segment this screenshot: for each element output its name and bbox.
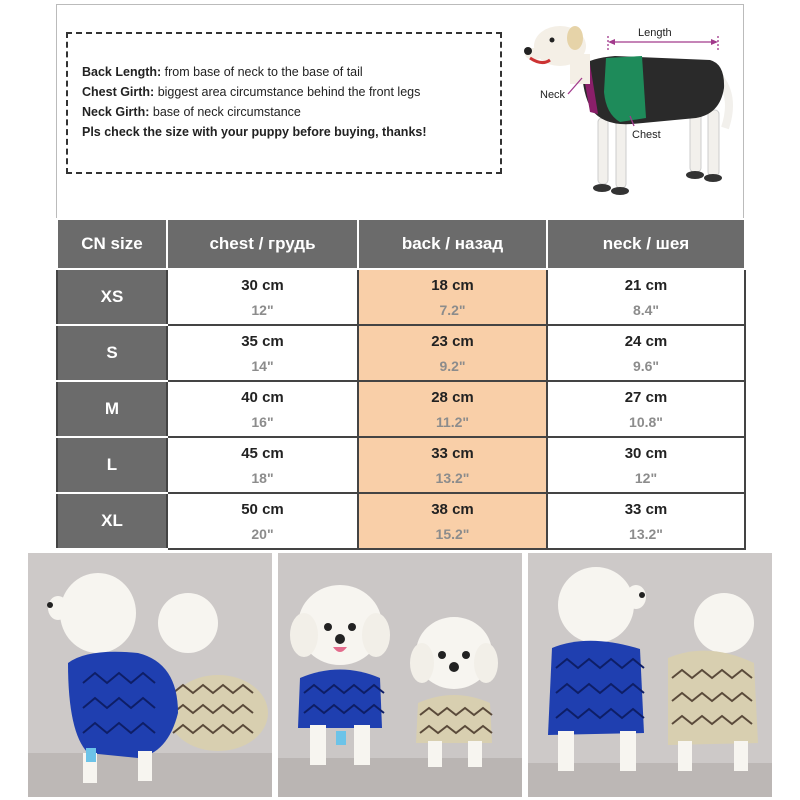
chest-cell	[167, 325, 358, 381]
header-neck: neck / шея	[547, 219, 745, 269]
back-cm: 18 cm	[431, 276, 474, 294]
back-inch: 13.2"	[435, 469, 470, 486]
back-cell	[358, 325, 547, 381]
neck-inch: 12"	[634, 469, 658, 486]
chest-inch: 16"	[251, 413, 274, 430]
back-cm: 28 cm	[431, 388, 474, 406]
table-row	[57, 493, 745, 549]
chest-cm: 45 cm	[241, 444, 284, 462]
size-cell: M	[57, 381, 167, 437]
back-cell	[358, 493, 547, 549]
neck-girth-note: Neck Girth: base of neck circumstance	[82, 105, 301, 119]
neck-cell	[547, 381, 745, 437]
neck-cm: 27 cm	[624, 388, 668, 406]
neck-cell	[547, 493, 745, 549]
chest-cell	[167, 381, 358, 437]
chest-cell	[167, 437, 358, 493]
chest-cm: 50 cm	[241, 500, 284, 518]
two-poodles-side-view-photo	[28, 553, 272, 797]
neck-cm: 24 cm	[624, 332, 668, 350]
back-cell	[358, 437, 547, 493]
neck-cell	[547, 269, 745, 325]
neck-cell	[547, 325, 745, 381]
back-inch: 11.2"	[435, 413, 470, 430]
table-row	[57, 325, 745, 381]
chest-inch: 20"	[251, 525, 274, 542]
chest-label: Chest	[632, 129, 661, 141]
size-cell: S	[57, 325, 167, 381]
size-cell: XL	[57, 493, 167, 549]
table-row	[57, 269, 745, 325]
neck-label: Neck	[540, 89, 566, 101]
neck-cm: 30 cm	[624, 444, 668, 462]
back-cm: 33 cm	[431, 444, 474, 462]
two-poodles-front-view-photo	[278, 553, 522, 797]
neck-inch: 13.2"	[629, 525, 663, 542]
measurement-notes	[66, 32, 502, 174]
header-chest: chest / грудь	[167, 219, 358, 269]
chest-cm: 35 cm	[241, 332, 284, 350]
back-inch: 15.2"	[435, 525, 470, 542]
neck-cm: 33 cm	[624, 500, 668, 518]
back-inch: 7.2"	[439, 301, 466, 318]
chest-cell	[167, 493, 358, 549]
neck-cell	[547, 437, 745, 493]
back-length-note: Back Length: from base of neck to the base of tail	[82, 65, 363, 79]
neck-inch: 10.8"	[629, 413, 663, 430]
chest-cm: 40 cm	[241, 388, 284, 406]
chest-inch: 14"	[251, 357, 274, 374]
length-label: Length	[638, 27, 672, 39]
two-poodles-back-view-photo	[528, 553, 772, 797]
table-row	[57, 437, 745, 493]
size-cell: L	[57, 437, 167, 493]
chest-cell	[167, 269, 358, 325]
table-row	[57, 381, 745, 437]
back-cm: 38 cm	[431, 500, 474, 518]
neck-inch: 9.6"	[632, 357, 660, 374]
neck-inch: 8.4"	[632, 301, 660, 318]
header-cn-size: CN size	[57, 219, 167, 269]
back-cell	[358, 269, 547, 325]
chest-cm: 30 cm	[241, 276, 284, 294]
back-cm: 23 cm	[431, 332, 474, 350]
table-header-row	[57, 219, 745, 269]
header-back: back / назад	[358, 219, 547, 269]
back-inch: 9.2"	[439, 357, 466, 374]
back-cell	[358, 381, 547, 437]
size-chart-table	[56, 218, 746, 550]
check-size-note: Pls check the size with your puppy before buying, thanks!	[82, 125, 427, 139]
size-cell: XS	[57, 269, 167, 325]
neck-cm: 21 cm	[624, 276, 668, 294]
chest-girth-note: Chest Girth: biggest area circumstance behind the front legs	[82, 85, 421, 99]
dog-measurement-diagram	[520, 18, 740, 208]
product-photos	[28, 553, 772, 797]
chest-inch: 12"	[251, 301, 274, 318]
chest-inch: 18"	[251, 469, 274, 486]
